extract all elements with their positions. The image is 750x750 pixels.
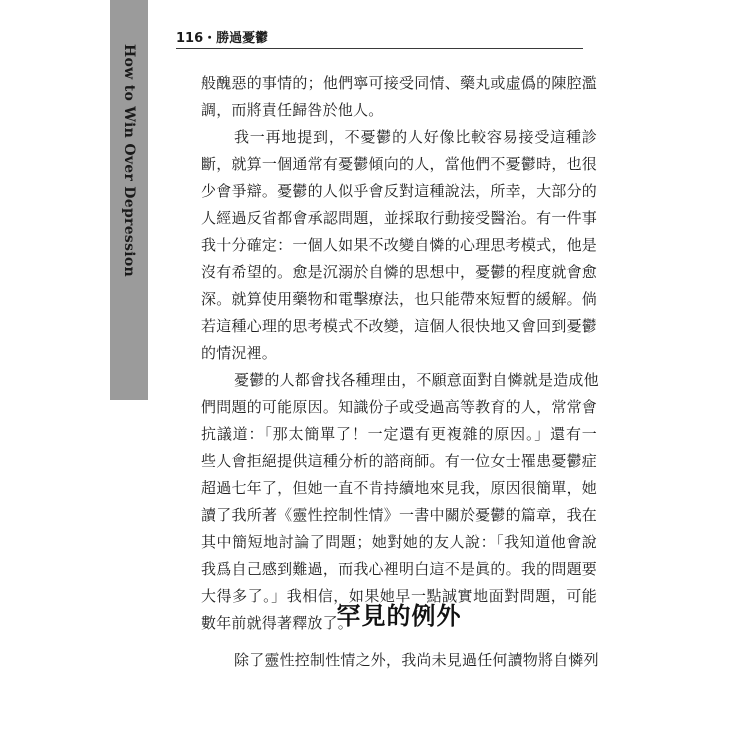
text-line: 超過七年了，但她一直不肯持續地來見我，原因很簡單，她	[201, 479, 597, 497]
text-line: 沒有希望的。愈是沉溺於自憐的思想中，憂鬱的程度就會愈	[201, 263, 597, 281]
text-line: 除了靈性控制性情之外，我尚未見過任何讀物將自憐列	[234, 651, 599, 669]
text-line: 人經過反省都會承認問題，並採取行動接受醫治。有一件事	[201, 209, 597, 227]
text-line: 們問題的可能原因。知識份子或受過高等教育的人，常常會	[201, 398, 597, 416]
text-line: 憂鬱的人都會找各種理由，不願意面對自憐就是造成他	[234, 371, 599, 389]
text-line: 些人會拒絕提供這種分析的諮商師。有一位女士罹患憂鬱症	[201, 452, 597, 470]
header-rule	[176, 48, 583, 49]
text-line: 我爲自己感到難過，而我心裡明白這不是眞的。我的問題要	[201, 560, 597, 578]
text-line: 抗議道：「那太簡單了！一定還有更複雜的原因。」還有一	[201, 425, 597, 443]
text-line: 其中簡短地討論了問題；她對她的友人說：「我知道他會說	[201, 533, 597, 551]
text-line: 般醜惡的事情的；他們寧可接受同情、藥丸或虛僞的陳腔濫	[201, 74, 597, 92]
spine-tab	[110, 0, 148, 400]
text-line: 深。就算使用藥物和電擊療法，也只能帶來短暫的緩解。倘	[201, 290, 597, 308]
text-line: 大得多了。」我相信，如果她早一點誠實地面對問題，可能	[201, 587, 597, 605]
text-line: 調，而將責任歸咎於他人。	[201, 101, 384, 119]
section-heading: 罕見的例外	[336, 602, 462, 630]
body-text	[201, 70, 597, 637]
text-line: 的情況裡。	[201, 344, 278, 362]
section-body	[201, 647, 597, 674]
text-line: 少會爭辯。憂鬱的人似乎會反對這種說法，所幸，大部分的	[201, 182, 597, 200]
running-head: 116・勝過憂鬱	[176, 31, 269, 46]
text-line: 若這種心理的思考模式不改變，這個人很快地又會回到憂鬱	[201, 317, 597, 335]
spine-title: How to Win Over Depression	[121, 44, 137, 278]
text-line: 斷，就算一個通常有憂鬱傾向的人，當他們不憂鬱時，也很	[201, 155, 597, 173]
text-line: 我十分確定：一個人如果不改變自憐的心理思考模式，他是	[201, 236, 597, 254]
text-line: 讀了我所著《靈性控制性情》一書中關於憂鬱的篇章，我在	[201, 506, 597, 524]
text-line: 數年前就得著釋放了。	[201, 614, 354, 632]
book-page	[110, 0, 640, 750]
text-line: 我一再地提到，不憂鬱的人好像比較容易接受這種診	[234, 128, 597, 146]
